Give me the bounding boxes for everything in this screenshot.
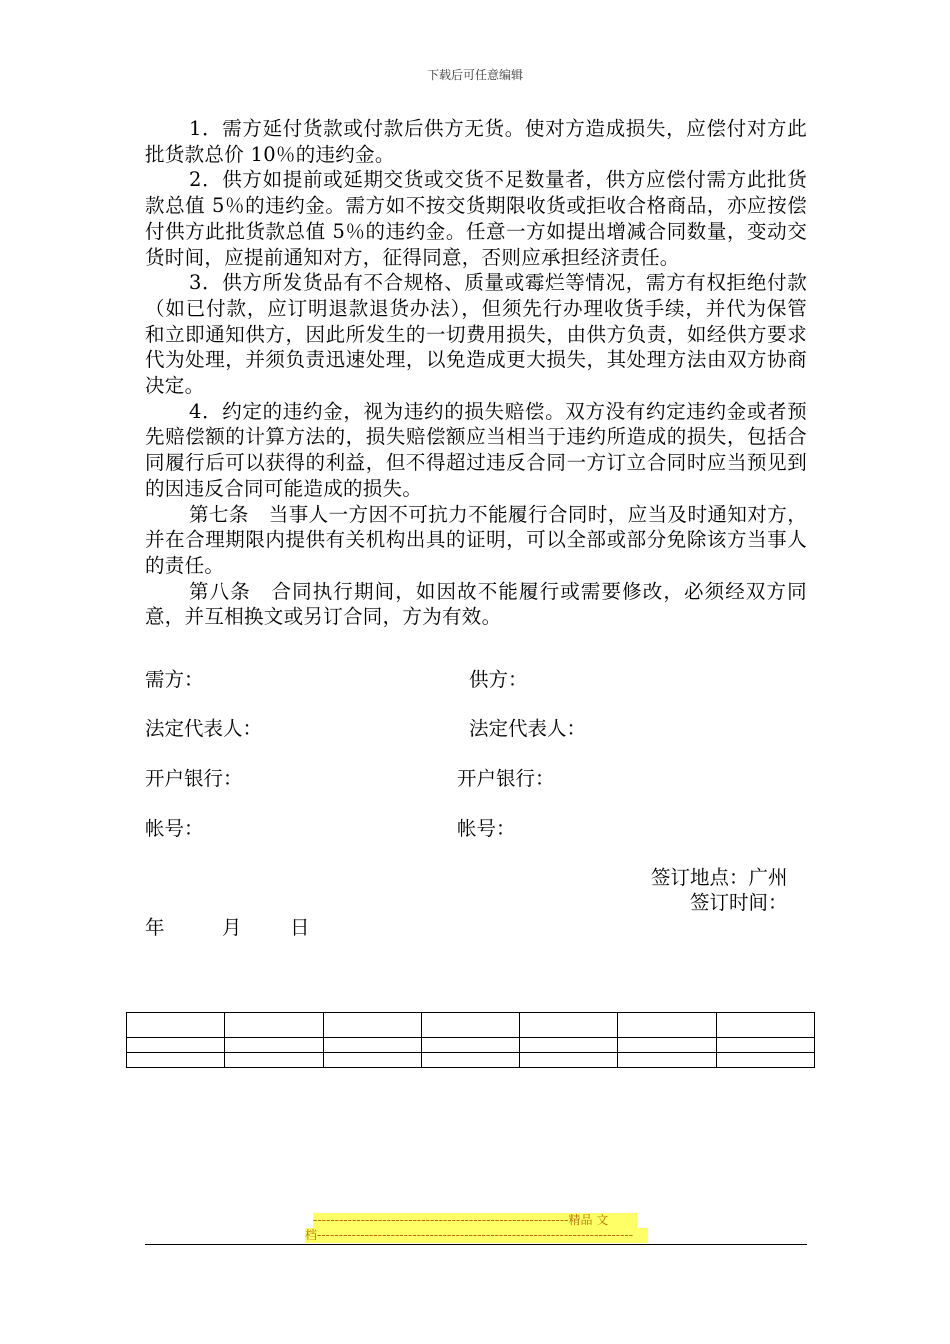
buyer-bank-label: 开户银行： [145, 767, 243, 790]
table-cell [618, 1038, 716, 1053]
seller-legal-rep-label: 法定代表人： [469, 717, 587, 740]
buyer-label: 需方： [145, 668, 204, 691]
table-cell [225, 1038, 323, 1053]
table-cell [127, 1053, 225, 1068]
table-cell [421, 1053, 519, 1068]
blank-table [126, 1012, 815, 1068]
page-header: 下载后可任意编辑 [426, 68, 523, 82]
clause-3: 3．供方所发货品有不合规格、质量或霉烂等情况，需方有权拒绝付款（如已付款，应订明退款退货办法），但须先行办理收货手续，并代为保管和立即通知供方，因此所发生的一切费用损失，由供方负责，如经供方要求代为处理，并须负责迅速处理，以免造成更大损失，其处理方法由双方协商决定。 [145, 271, 807, 398]
table-cell [520, 1013, 618, 1038]
table-cell [716, 1053, 814, 1068]
table-cell [225, 1053, 323, 1068]
table-cell [127, 1013, 225, 1038]
table-cell [127, 1038, 225, 1053]
signing-place: 签订地点：广州 [651, 866, 788, 889]
buyer-account-label: 帐号： [145, 817, 204, 840]
table-cell [323, 1013, 421, 1038]
article-8: 第八条 合同执行期间，如因故不能履行或需要修改，必须经双方同意，并互相换文或另订合同，方为有效。 [145, 579, 807, 629]
date-year: 年 [145, 916, 165, 939]
table-cell [225, 1013, 323, 1038]
seller-bank-label: 开户银行： [457, 767, 555, 790]
table-cell [323, 1038, 421, 1053]
seller-account-label: 帐号： [457, 817, 516, 840]
table-cell [716, 1038, 814, 1053]
signing-time-label: 签订时间： [690, 891, 788, 914]
date-month: 月 [222, 916, 242, 939]
footer-watermark-line-2: 档------------------------------------------------------------------------- [305, 1228, 648, 1243]
table-row [127, 1053, 815, 1068]
footer-watermark-line-1: -----------------------------------------------------------精品 文 [313, 1213, 637, 1228]
table-row [127, 1038, 815, 1053]
table-cell [716, 1013, 814, 1038]
footer-rule [145, 1244, 807, 1245]
clause-1: 1．需方延付货款或付款后供方无货。使对方造成损失，应偿付对方此批货款总价 10％的违约金。 [145, 117, 807, 166]
table-cell [421, 1038, 519, 1053]
clause-2: 2．供方如提前或延期交货或交货不足数量者，供方应偿付需方此批货款总值 5％的违约金。需方如不按交货期限收货或拒收合格商品，亦应按偿付供方此批货款总值 5％的违约金。任意一方如提出增减合同数量，变动交货时间，应提前通知对方，征得同意，否则应承担经济责任。 [145, 168, 807, 269]
clause-4: 4．约定的违约金，视为违约的损失赔偿。双方没有约定违约金或者预先赔偿额的计算方法的，损失赔偿额应当相当于违约所造成的损失，包括合同履行后可以获得的利益，但不得超过违反合同一方订立合同时应当预见到的因违反合同可能造成的损失。 [145, 399, 807, 500]
table-cell [323, 1053, 421, 1068]
table-row [127, 1013, 815, 1038]
article-7: 第七条 当事人一方因不可抗力不能履行合同时，应当及时通知对方，并在合理期限内提供有关机构出具的证明，可以全部或部分免除该方当事人的责任。 [145, 502, 807, 577]
table-cell [421, 1013, 519, 1038]
table-cell [618, 1053, 716, 1068]
table-cell [520, 1038, 618, 1053]
date-day: 日 [290, 916, 310, 939]
contract-body [145, 116, 807, 630]
buyer-legal-rep-label: 法定代表人： [145, 717, 263, 740]
table-cell [520, 1053, 618, 1068]
table-cell [618, 1013, 716, 1038]
seller-label: 供方： [469, 668, 528, 691]
